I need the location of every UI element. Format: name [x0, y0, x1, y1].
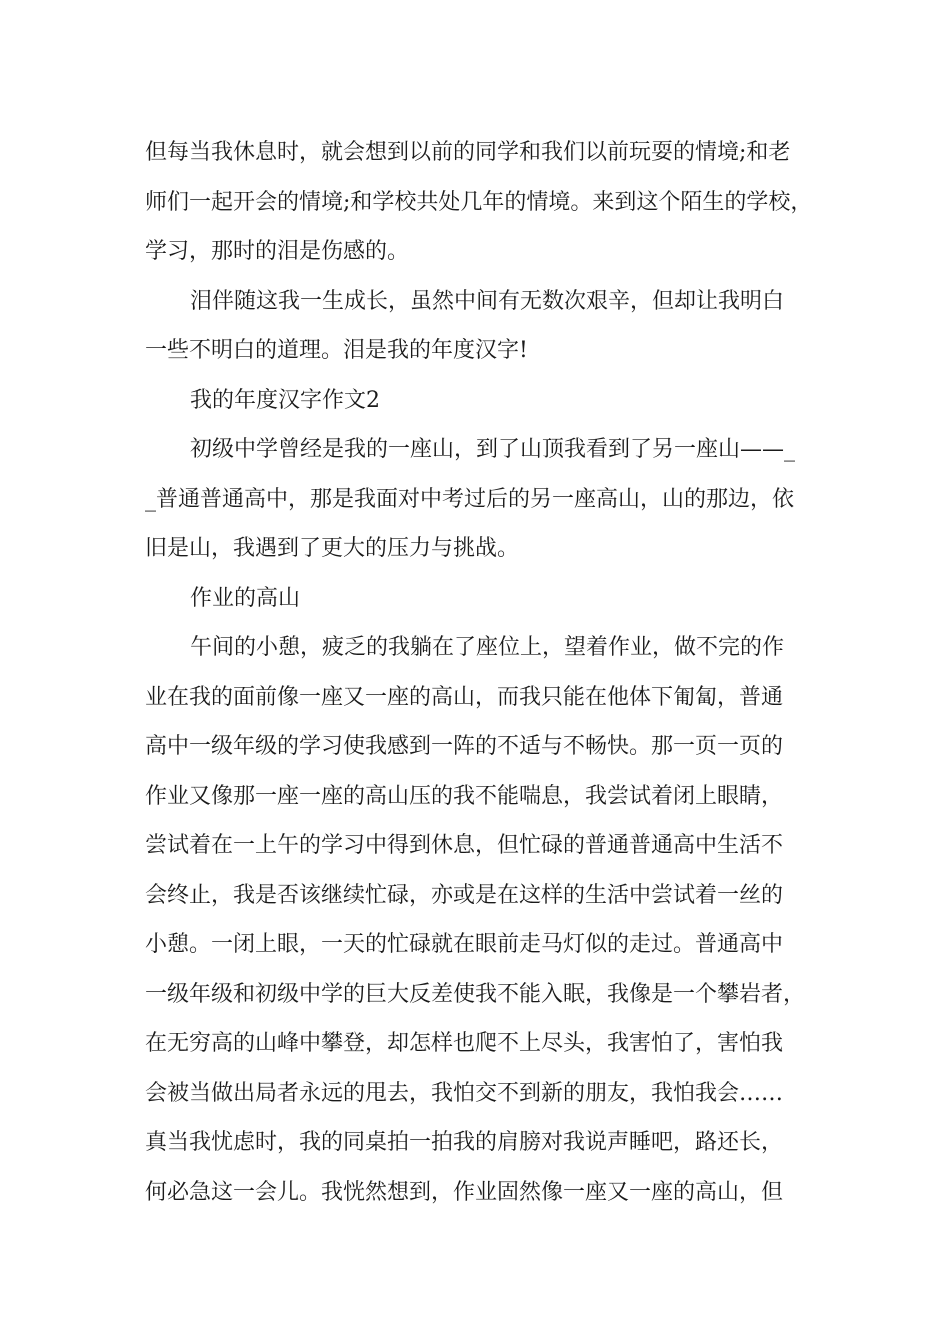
text-line: 业在我的面前像一座又一座的高山，而我只能在他体下匍匐，普通: [145, 684, 784, 710]
text-line: 泪伴随这我一生成长，虽然中间有无数次艰辛，但却让我明白: [190, 288, 785, 314]
text-line: _普通普通高中，那是我面对中考过后的另一座高山，山的那边，依: [145, 486, 795, 512]
text-line: 午间的小憩，疲乏的我躺在了座位上，望着作业，做不完的作: [190, 635, 785, 660]
text-line: 高中一级年级的学习使我感到一阵的不适与不畅快。那一页一页的: [145, 734, 784, 759]
text-line: 作业又像那一座一座的高山压的我不能喘息，我尝试着闭上眼睛，: [145, 783, 784, 809]
text-line: 学习，那时的泪是伤感的。: [145, 239, 410, 264]
text-line: 我的年度汉字作文2: [190, 387, 380, 413]
text-line: 一些不明白的道理。泪是我的年度汉字!: [145, 338, 528, 363]
text-line: 真当我忧虑时，我的同桌拍一拍我的肩膀对我说声睡吧，路还长，: [145, 1130, 784, 1155]
text-line: 会被当做出局者永远的甩去，我怕交不到新的朋友，我怕我会……: [145, 1080, 784, 1106]
text-line: 何必急这一会儿。我恍然想到，作业固然像一座又一座的高山，但: [145, 1179, 784, 1205]
text-line: 会终止，我是否该继续忙碌，亦或是在这样的生活中尝试着一丝的: [145, 882, 784, 908]
document-body: [145, 128, 825, 1217]
text-line: 初级中学曾经是我的一座山，到了山顶我看到了另一座山——_: [190, 437, 796, 462]
text-line: 但每当我休息时，就会想到以前的同学和我们以前玩耍的情境;和老: [145, 140, 791, 165]
text-line: 师们一起开会的情境;和学校共处几年的情境。来到这个陌生的学校，: [145, 189, 813, 215]
text-line: 尝试着在一上午的学习中得到休息，但忙碌的普通普通高中生活不: [145, 833, 784, 858]
text-line: 作业的高山: [190, 585, 301, 611]
text-line: 在无穷高的山峰中攀登，却怎样也爬不上尽头，我害怕了，害怕我: [145, 1031, 784, 1056]
text-line: 旧是山，我遇到了更大的压力与挑战。: [145, 536, 520, 561]
text-line: 一级年级和初级中学的巨大反差使我不能入眠，我像是一个攀岩者，: [145, 981, 806, 1007]
text-line: 小憩。一闭上眼，一天的忙碌就在眼前走马灯似的走过。普通高中: [145, 932, 784, 957]
